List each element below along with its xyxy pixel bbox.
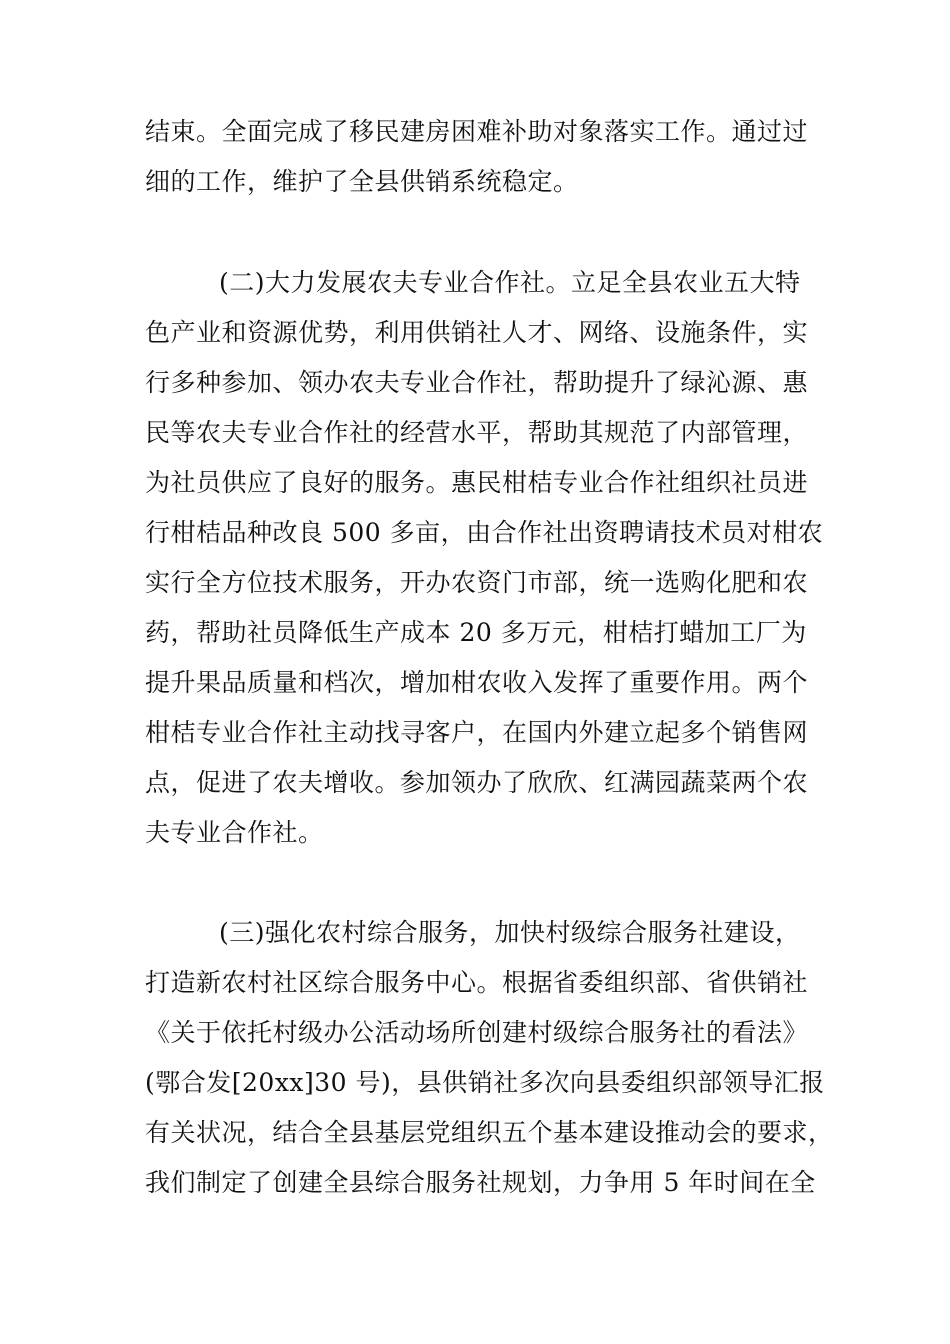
paragraph-3-line-4: (鄂合发[20xx]30 号)，县供销社多次向县委组织部领导汇报 (145, 1068, 825, 1097)
paragraph-2-line-1: (二)大力发展农夫专业合作社。立足全县农业五大特 (219, 268, 801, 297)
paragraph-2-line-8: 药，帮助社员降低生产成本 20 多万元，柑桔打蜡加工厂为 (145, 618, 807, 647)
paragraph-3-line-1: (三)强化农村综合服务，加快村级综合服务社建设， (219, 918, 801, 947)
paragraph-3-line-2: 打造新农村社区综合服务中心。根据省委组织部、省供销社 (145, 968, 809, 997)
paragraph-2-line-10: 柑桔专业合作社主动找寻客户，在国内外建立起多个销售网 (145, 718, 809, 747)
paragraph-2-line-2: 色产业和资源优势，利用供销社人才、网络、设施条件，实 (145, 318, 809, 347)
paragraph-2-line-6: 行柑桔品种改良 500 多亩，由合作社出资聘请技术员对柑农 (145, 518, 824, 547)
paragraph-2-line-9: 提升果品质量和档次，增加柑农收入发挥了重要作用。两个 (145, 668, 809, 697)
paragraph-1-line-2: 细的工作，维护了全县供销系统稳定。 (145, 167, 579, 196)
paragraph-2-line-11: 点，促进了农夫增收。参加领办了欣欣、红满园蔬菜两个农 (145, 768, 809, 797)
paragraph-3-line-3: 《关于依托村级办公活动场所创建村级综合服务社的看法》 (145, 1018, 809, 1047)
paragraph-2-line-4: 民等农夫专业合作社的经营水平，帮助其规范了内部管理， (145, 418, 809, 447)
paragraph-2-line-5: 为社员供应了良好的服务。惠民柑桔专业合作社组织社员进 (145, 468, 809, 497)
paragraph-1-line-1: 结束。全面完成了移民建房困难补助对象落实工作。通过过 (145, 117, 809, 146)
paragraph-2-line-3: 行多种参加、领办农夫专业合作社，帮助提升了绿沁源、惠 (145, 368, 809, 397)
paragraph-3-line-6: 我们制定了创建全县综合服务社规划，力争用 5 年时间在全 (145, 1168, 816, 1197)
paragraph-2-line-12: 夫专业合作社。 (145, 818, 324, 847)
paragraph-3-line-5: 有关状况，结合全县基层党组织五个基本建设推动会的要求， (145, 1118, 834, 1147)
paragraph-2-line-7: 实行全方位技术服务，开办农资门市部，统一选购化肥和农 (145, 568, 809, 597)
